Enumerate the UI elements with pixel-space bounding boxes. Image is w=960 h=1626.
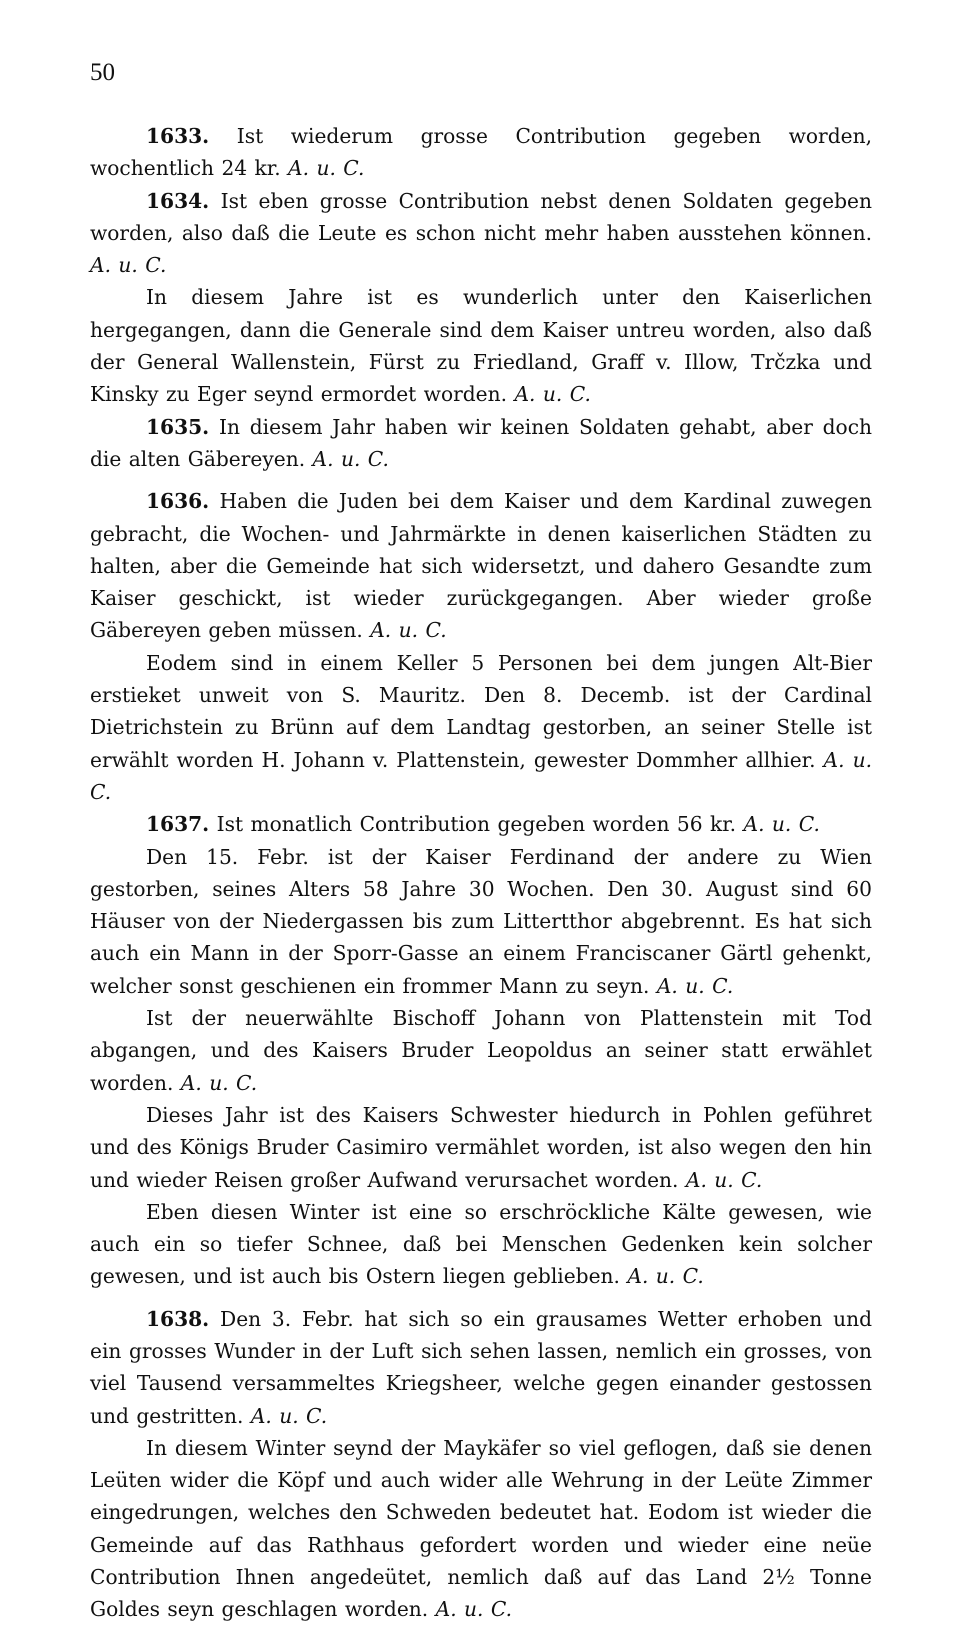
entry-source: A. u. C. [180, 1070, 258, 1095]
entry-text: Dieses Jahr ist des Kaisers Schwester hiedurch in Pohlen geführet und des Königs Bruder Casimiro vermählet worden, ist also wegen den hin und wieder Reisen großer Aufwand verursachet worden. [90, 1102, 872, 1192]
entry-1634 [90, 185, 872, 282]
entry-source: A. u. C. [288, 156, 365, 181]
entry-text: Den 15. Febr. ist der Kaiser Ferdinand der andere zu Wien gestorben, seines Alters 58 Jahre 30 Wochen. Den 30. August sind 60 Häuser von der Niedergassen bis zum Littertthor abgebrennt. Es hat sich auch ein Mann in der Sporr-Gasse an einem Franciscaner Gärtl gehenkt, welcher sonst geschienen ein frommer Mann zu seyn. [90, 844, 872, 998]
entry-source: A. u. C. [743, 812, 820, 837]
entry-year: 1633. [146, 124, 210, 148]
entry-text: Eodem sind in einem Keller 5 Personen bei dem jungen Alt-Bier erstieket unweit von S. Mauritz. Den 8. Decemb. ist der Cardinal Dietrichstein zu Brünn auf dem Landtag gestorben, an seiner Stelle ist erwählt worden H. Johann v. Plattenstein, gewester Dommher allhier. [90, 650, 872, 772]
entry-1638 [90, 1303, 872, 1432]
entry-text: Eben diesen Winter ist eine so erschröckliche Kälte gewesen, wie auch ein so tiefer Schnee, daß bei Menschen Gedenken kein solcher gewesen, und ist auch bis Ostern liegen geblieben. [90, 1199, 872, 1289]
entry-source: A. u. C. [370, 618, 447, 643]
entry-text: Ist eben grosse Contribution nebst denen Soldaten gegeben worden, also daß die Leute es schon nicht mehr haben ausstehen können. [90, 188, 872, 245]
entry-source: A. u. C. [90, 747, 872, 804]
entry-1637-winter [90, 1196, 872, 1293]
entry-text: Ist monatlich Contribution gegeben worden 56 kr. [209, 812, 744, 837]
entry-source: A. u. C. [685, 1167, 763, 1192]
entry-source: A. u. C. [627, 1264, 704, 1289]
entry-1636-eodem [90, 647, 872, 808]
entry-source: A. u. C. [435, 1597, 513, 1622]
entry-1638-maykaefer [90, 1432, 872, 1626]
document-page [90, 58, 872, 1626]
entry-1637-schwester [90, 1099, 872, 1196]
entry-source: A. u. C. [514, 382, 591, 407]
entry-year: 1637. [146, 812, 210, 837]
entry-1635 [90, 411, 872, 476]
entry-text: Ist der neuerwählte Bischoff Johann von Plattenstein mit Tod abgangen, und des Kaisers Bruder Leopoldus an seiner statt erwählet worden. [90, 1006, 872, 1095]
entry-source: A. u. C. [312, 446, 389, 471]
entry-text: In diesem Jahr haben wir keinen Soldaten gehabt, aber doch die alten Gäbereyen. [90, 414, 872, 471]
entry-text: In diesem Jahre ist es wunderlich unter den Kaiserlichen hergegangen, dann die Generale sind dem Kaiser untreu worden, also daß der General Wallenstein, Fürst zu Friedland, Graff v. Illow, Trčzka und Kinsky zu Eger seynd ermordet worden. [90, 285, 872, 407]
entry-text: Haben die Juden bei dem Kaiser und dem Kardinal zuwegen gebracht, die Wochen- und Jahrmärkte in denen kaiserlichen Städten zu halten, aber die Gemeinde hat sich widersetzt, und dahero Gesandte zum Kaiser geschickt, ist wieder zurückgegangen. Aber wieder große Gäbereyen geben müssen. [90, 489, 872, 643]
entry-text: In diesem Winter seynd der Maykäfer so viel geflogen, daß sie denen Leüten wider die Köpf und auch wider alle Wehrung in der Leüte Zimmer eingedrungen, welches den Schweden bedeutet hat. Eodom ist wieder die Gemeinde auf das Rathhaus gefordert worden und wieder eine neüe Contribution Ihnen angedeütet, nemlich daß auf das Land 2½ Tonne Goldes seyn geschlagen worden. [90, 1435, 872, 1622]
entry-source: A. u. C. [250, 1403, 328, 1428]
entry-1637-ferdinand [90, 841, 872, 1002]
entry-year: 1638. [146, 1306, 210, 1331]
page-number: 50 [90, 59, 115, 86]
entry-text: Ist wiederum grosse Contribution gegeben worden, wochentlich 24 kr. [90, 124, 872, 181]
entry-year: 1634. [146, 188, 210, 213]
entry-1634-wallenstein [90, 281, 872, 410]
entry-1633 [90, 120, 872, 185]
entry-year: 1635. [146, 414, 210, 439]
entry-1637 [90, 808, 872, 840]
entry-source: A. u. C. [90, 253, 167, 278]
entry-text: Den 3. Febr. hat sich so ein grausames Wetter erhoben und ein grosses Wunder in der Luft sich sehen lassen, nemlich ein grosses, von viel Tausend versammeltes Kriegsheer, welche gegen einander gestossen und gestritten. [90, 1306, 872, 1428]
entry-year: 1636. [146, 489, 210, 514]
entry-source: A. u. C. [656, 973, 734, 998]
entry-1636 [90, 485, 872, 646]
entry-1637-bischoff [90, 1002, 872, 1099]
